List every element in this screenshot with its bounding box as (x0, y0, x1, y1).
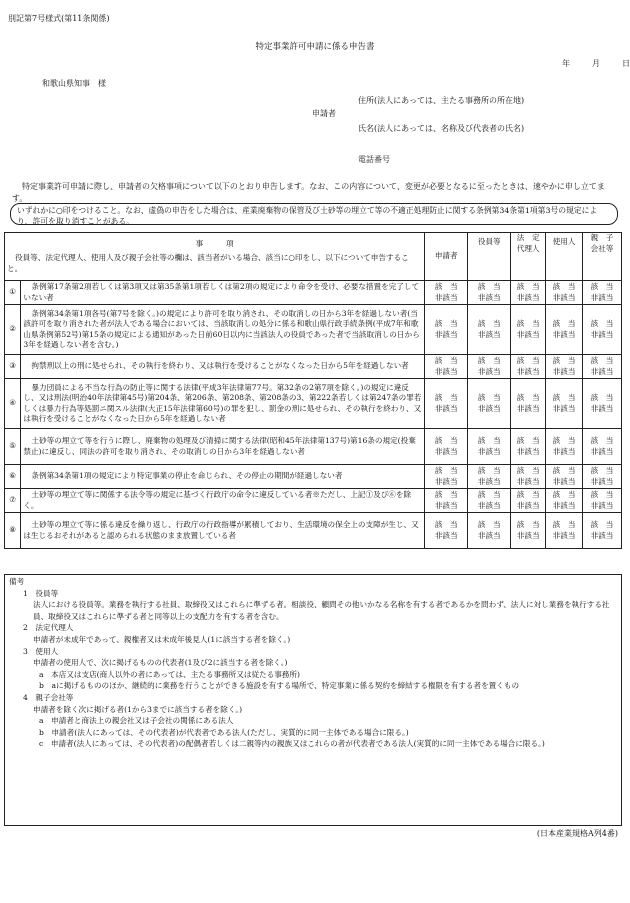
table-header-item (5, 233, 425, 281)
table-row (5, 305, 622, 355)
option-applicable[interactable]: 該 当 (477, 356, 501, 365)
option-not-applicable[interactable]: 非該当 (516, 292, 540, 302)
row-number: ⑥ (5, 465, 21, 489)
option-applicable[interactable]: 該 当 (590, 436, 614, 445)
status-cell-officer[interactable] (468, 281, 511, 305)
table-row (5, 281, 622, 305)
option-not-applicable[interactable]: 非該当 (552, 403, 576, 413)
option-applicable[interactable]: 該 当 (516, 490, 540, 499)
option-applicable[interactable]: 該 当 (477, 319, 501, 328)
row-text: 土砂等の埋立て等に係る違反を繰り返し、行政庁の行政指導が累積しており、生活環境の保全上の支障が生じ、又は生じるおそれがあると認められる状態のまま放置している者 (21, 513, 425, 549)
option-applicable[interactable]: 該 当 (552, 466, 576, 475)
row-number: ⑦ (5, 489, 21, 513)
option-applicable[interactable]: 該 当 (477, 466, 501, 475)
option-applicable[interactable]: 該 当 (516, 436, 540, 445)
option-not-applicable[interactable]: 非該当 (590, 403, 614, 413)
remarks-s3-title: 3 使用人 (23, 646, 59, 656)
date-line (540, 59, 630, 69)
option-applicable[interactable]: 該 当 (434, 282, 458, 291)
status-cell-applicant[interactable] (425, 429, 468, 465)
remarks-s4-title: 4 親子会社等 (23, 692, 74, 702)
status-cell-legal-rep[interactable] (511, 429, 546, 465)
status-cell-applicant[interactable] (425, 281, 468, 305)
status-cell-officer[interactable] (468, 513, 511, 549)
option-not-applicable[interactable]: 非該当 (434, 292, 458, 302)
option-not-applicable[interactable]: 非該当 (434, 500, 458, 510)
option-not-applicable[interactable]: 非該当 (590, 530, 614, 540)
status-cell-applicant[interactable] (425, 379, 468, 429)
remarks-s1-body: 法人における役員等。業務を執行する社員、取締役又はこれらに準ずる者。相談役、顧問その他いかなる名称を有する者であるかを問わず、法人に対し業務を執行する社員、取締役又はこれらに準ずる者と同等以上の支配力を有する者を含む。 (33, 600, 610, 621)
instruction-note: いずれかに○印をつけること。なお、虚偽の申告をした場合は、産業廃棄物の保管及び土砂等の埋立て等の不適正処理防止に関する条例第34条第1項第3号の規定により、許可を取り消すことがある。 (10, 203, 618, 225)
applicant-label: 申請者 (312, 109, 336, 118)
option-not-applicable[interactable]: 非該当 (516, 403, 540, 413)
option-applicable[interactable]: 該 当 (516, 520, 540, 529)
status-cell-officer[interactable] (468, 489, 511, 513)
table-header-title: 事 項 (195, 238, 234, 248)
option-not-applicable[interactable]: 非該当 (516, 476, 540, 486)
option-not-applicable[interactable]: 非該当 (434, 403, 458, 413)
row-number: ① (5, 281, 21, 305)
option-not-applicable[interactable]: 非該当 (477, 366, 501, 376)
option-not-applicable[interactable]: 非該当 (552, 292, 576, 302)
status-cell-employee[interactable] (546, 379, 583, 429)
option-not-applicable[interactable]: 非該当 (477, 476, 501, 486)
option-applicable[interactable]: 該 当 (552, 356, 576, 365)
option-applicable[interactable]: 該 当 (516, 282, 540, 291)
row-number: ⑤ (5, 429, 21, 465)
option-applicable[interactable]: 該 当 (477, 520, 501, 529)
table-row (5, 465, 622, 489)
status-cell-officer[interactable] (468, 465, 511, 489)
option-not-applicable[interactable]: 非該当 (434, 476, 458, 486)
row-number: ② (5, 305, 21, 355)
option-not-applicable[interactable]: 非該当 (477, 500, 501, 510)
option-not-applicable[interactable]: 非該当 (477, 292, 501, 302)
status-cell-parent[interactable] (583, 465, 622, 489)
option-applicable[interactable]: 該 当 (516, 356, 540, 365)
intro-text: 特定事業許可申請に際し、申請者の欠格事項について以下のとおり申告します。なお、この内容について、変更が必要となるに至ったときは、速やかに申し立てます。 (12, 182, 605, 203)
status-cell-parent[interactable] (583, 379, 622, 429)
row-text: 条例第17条第2項若しくは第3項又は第35条第1項若しくは第2項の規定により命令を受け、必要な措置を完了していない者 (21, 281, 425, 305)
option-applicable[interactable]: 該 当 (590, 356, 614, 365)
option-applicable[interactable]: 該 当 (434, 466, 458, 475)
option-not-applicable[interactable]: 非該当 (552, 446, 576, 456)
option-applicable[interactable]: 該 当 (552, 436, 576, 445)
option-not-applicable[interactable]: 非該当 (434, 329, 458, 339)
row-text: 土砂等の埋立て等を行うに際し、廃棄物の処理及び清掃に関する法律(昭和45年法律第137号)第16条の規定(投棄禁止)に違反し、同法の許可を取り消され、その取消しの日から3年を経過しない者 (21, 429, 425, 465)
document-title: 特定事業許可申請に係る申告書 (255, 42, 375, 52)
option-not-applicable[interactable]: 非該当 (516, 329, 540, 339)
remarks-s4-body: 申請者を除く次に掲げる者(1から3までに該当する者を除く。) (33, 704, 243, 714)
remarks-s2-body: 申請者が未成年であって、親権者又は未成年後見人(1に該当する者を除く。) (33, 634, 291, 644)
table-row (5, 513, 622, 549)
status-cell-officer[interactable] (468, 429, 511, 465)
applicant-phone-label: 電話番号 (358, 155, 390, 164)
status-cell-officer[interactable] (468, 355, 511, 379)
option-applicable[interactable]: 該 当 (590, 520, 614, 529)
option-applicable[interactable]: 該 当 (434, 356, 458, 365)
status-cell-legal-rep[interactable] (511, 465, 546, 489)
remarks-s3-a: a 本店又は支店(商人以外の者にあっては、主たる事務所又は従たる事務所) (39, 669, 300, 679)
option-not-applicable[interactable]: 非該当 (590, 500, 614, 510)
col-header-applicant: 申請者 (425, 233, 468, 281)
option-applicable[interactable]: 該 当 (590, 466, 614, 475)
status-cell-parent[interactable] (583, 281, 622, 305)
status-cell-applicant[interactable] (425, 355, 468, 379)
option-not-applicable[interactable]: 非該当 (516, 366, 540, 376)
status-cell-legal-rep[interactable] (511, 489, 546, 513)
option-applicable[interactable]: 該 当 (552, 520, 576, 529)
paper-size-note: (日本産業規格A列4番) (536, 829, 618, 838)
option-not-applicable[interactable]: 非該当 (552, 366, 576, 376)
status-cell-employee[interactable] (546, 305, 583, 355)
status-cell-parent[interactable] (583, 513, 622, 549)
option-applicable[interactable]: 該 当 (516, 466, 540, 475)
option-applicable[interactable]: 該 当 (552, 393, 576, 402)
option-applicable[interactable]: 該 当 (477, 282, 501, 291)
status-cell-legal-rep[interactable] (511, 513, 546, 549)
applicant-address-label: 住所(法人にあっては、主たる事務所の所在地) (358, 96, 525, 105)
row-number: ③ (5, 355, 21, 379)
status-cell-applicant[interactable] (425, 513, 468, 549)
remarks-title: 備考 (9, 577, 25, 586)
row-text: 条例第34条第1項各号(第7号を除く。)の規定により許可を取り消され、その取消しの日から3年を経過しない者(当該許可を取り消された者が法人である場合においては、当該取消しの処分に係る和歌山県行政手続条例(平成7年和歌山県条例第52号)第15条の規定による通知があった日前60日以内に当該法人の役員であった者で当該取消しの日から3年を経過しない者を含む。) (21, 305, 425, 355)
status-cell-legal-rep[interactable] (511, 355, 546, 379)
option-applicable[interactable]: 該 当 (477, 393, 501, 402)
option-applicable[interactable]: 該 当 (516, 319, 540, 328)
option-not-applicable[interactable]: 非該当 (590, 476, 614, 486)
option-not-applicable[interactable]: 非該当 (434, 366, 458, 376)
remarks-s3-body: 申請者の使用人で、次に掲げるものの代表者(1及び2に該当する者を除く。) (33, 658, 288, 668)
status-cell-parent[interactable] (583, 489, 622, 513)
row-text: 拘禁刑以上の刑に処せられ、その執行を終わり、又は執行を受けることがなくなった日から5年を経過しない者 (21, 355, 425, 379)
option-not-applicable[interactable]: 非該当 (516, 530, 540, 540)
status-cell-employee[interactable] (546, 429, 583, 465)
status-cell-applicant[interactable] (425, 489, 468, 513)
applicant-name-label: 氏名(法人にあっては、名称及び代表者の氏名) (358, 124, 525, 133)
date-day: 日 (622, 59, 630, 68)
option-not-applicable[interactable]: 非該当 (552, 500, 576, 510)
option-not-applicable[interactable]: 非該当 (477, 530, 501, 540)
option-applicable[interactable]: 該 当 (477, 490, 501, 499)
row-number: ⑧ (5, 513, 21, 549)
option-not-applicable[interactable]: 非該当 (552, 329, 576, 339)
table-row (5, 489, 622, 513)
status-cell-employee[interactable] (546, 281, 583, 305)
remarks-s4-c: c 申請者(法人にあっては、その代表者)の配偶者若しくは二親等内の親族又はこれらの者が代表者である法人(実質的に同一主体である場合に限る。) (39, 739, 545, 749)
option-not-applicable[interactable]: 非該当 (590, 329, 614, 339)
row-number: ④ (5, 379, 21, 429)
option-not-applicable[interactable]: 非該当 (552, 476, 576, 486)
status-cell-officer[interactable] (468, 379, 511, 429)
table-row (5, 429, 622, 465)
table-row (5, 379, 622, 429)
addressee: 和歌山県知事 様 (42, 79, 106, 88)
col-header-employee: 使用人 (546, 233, 583, 281)
status-cell-employee[interactable] (546, 489, 583, 513)
row-text: 暴力団員による不当な行為の防止等に関する法律(平成3年法律第77号。第32条の2第7項を除く。)の規定に違反し、又は刑法(明治40年法律第45号)第204条、第206条、第208条、第208条の3、第222条若しくは第247条の罪若しくは暴力行為等処罰ニ関スル法律(大正15年法律第60号)の罪を犯し、罰金の刑に処せられ、その執行を終わり、又は執行を受けることがなくなった日から5年を経過しない者 (21, 379, 425, 429)
status-cell-parent[interactable] (583, 355, 622, 379)
option-not-applicable[interactable]: 非該当 (590, 366, 614, 376)
table-header-desc: 役員等、法定代理人、使用人及び親子会社等の欄は、該当者がいる場合、該当に○印をし、以下について申告すること。 (7, 253, 409, 273)
option-not-applicable[interactable]: 非該当 (434, 530, 458, 540)
status-cell-parent[interactable] (583, 305, 622, 355)
option-applicable[interactable]: 該 当 (552, 282, 576, 291)
option-not-applicable[interactable]: 非該当 (590, 446, 614, 456)
option-applicable[interactable]: 該 当 (477, 436, 501, 445)
status-cell-applicant[interactable] (425, 465, 468, 489)
date-month: 月 (592, 59, 600, 68)
remarks-section (4, 574, 622, 826)
option-applicable[interactable]: 該 当 (434, 520, 458, 529)
status-cell-legal-rep[interactable] (511, 305, 546, 355)
option-applicable[interactable]: 該 当 (552, 319, 576, 328)
col-header-parent: 親 子 会社等 (583, 233, 622, 281)
option-not-applicable[interactable]: 非該当 (516, 446, 540, 456)
date-year: 年 (562, 59, 570, 68)
col-header-officer: 役員等 (468, 233, 511, 281)
option-not-applicable[interactable]: 非該当 (477, 403, 501, 413)
remarks-s1-title: 1 役員等 (23, 588, 59, 598)
col-header-legal-rep: 法 定 代理人 (511, 233, 546, 281)
option-applicable[interactable]: 該 当 (434, 393, 458, 402)
option-not-applicable[interactable]: 非該当 (434, 446, 458, 456)
status-cell-parent[interactable] (583, 429, 622, 465)
declaration-table (4, 232, 622, 549)
status-cell-legal-rep[interactable] (511, 281, 546, 305)
option-not-applicable[interactable]: 非該当 (516, 500, 540, 510)
row-text: 条例第34条第1項の規定により特定事業の停止を命じられ、その停止の期間が経過しない者 (21, 465, 425, 489)
option-applicable[interactable]: 該 当 (434, 319, 458, 328)
option-applicable[interactable]: 該 当 (590, 319, 614, 328)
status-cell-legal-rep[interactable] (511, 379, 546, 429)
option-not-applicable[interactable]: 非該当 (477, 329, 501, 339)
option-applicable[interactable]: 該 当 (434, 490, 458, 499)
remarks-s3-b: b aに掲げるもののほか、継続的に業務を行うことができる施設を有する場所で、特定事業に係る契約を締結する権限を有する者を置くもの (39, 681, 520, 691)
remarks-s4-b: b 申請者(法人にあっては、その代表者)が代表者である法人(ただし、実質的に同一主体である場合に限る。) (39, 727, 409, 737)
table-row (5, 355, 622, 379)
status-cell-employee[interactable] (546, 465, 583, 489)
remarks-s2-title: 2 法定代理人 (23, 623, 74, 633)
option-applicable[interactable]: 該 当 (590, 490, 614, 499)
option-applicable[interactable]: 該 当 (516, 393, 540, 402)
option-applicable[interactable]: 該 当 (590, 393, 614, 402)
status-cell-employee[interactable] (546, 513, 583, 549)
remarks-s4-a: a 申請者と商法上の親会社又は子会社の関係にある法人 (39, 716, 234, 726)
option-applicable[interactable]: 該 当 (434, 436, 458, 445)
option-not-applicable[interactable]: 非該当 (552, 530, 576, 540)
form-label: 別記第7号様式(第11条関係) (8, 14, 110, 23)
row-text: 土砂等の埋立て等に関係する法令等の規定に基づく行政庁の命令に違反している者※ただし、上記①及び⑥を除く。 (21, 489, 425, 513)
option-applicable[interactable]: 該 当 (590, 282, 614, 291)
option-applicable[interactable]: 該 当 (552, 490, 576, 499)
status-cell-officer[interactable] (468, 305, 511, 355)
status-cell-employee[interactable] (546, 355, 583, 379)
status-cell-applicant[interactable] (425, 305, 468, 355)
option-not-applicable[interactable]: 非該当 (590, 292, 614, 302)
option-not-applicable[interactable]: 非該当 (477, 446, 501, 456)
